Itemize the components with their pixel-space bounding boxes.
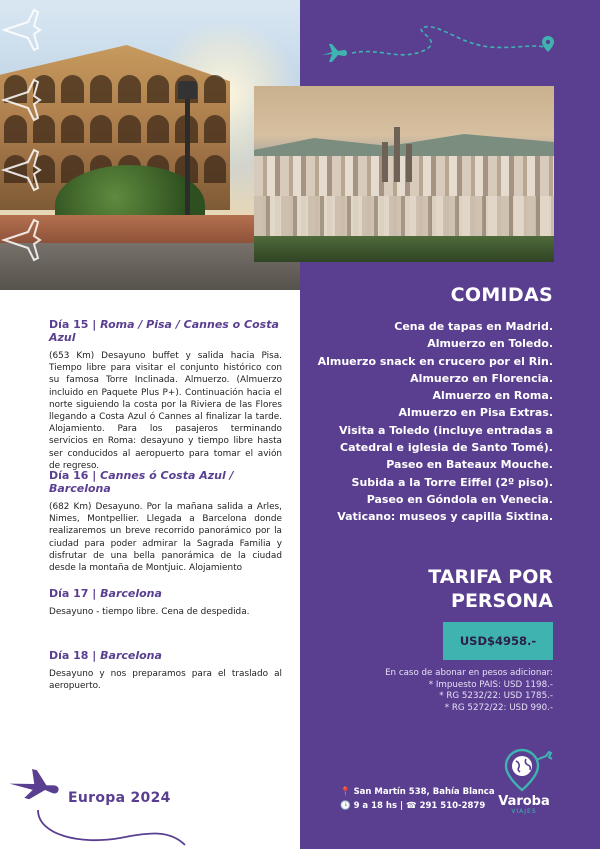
tax-notes [385,668,553,714]
trip-title: Europa 2024 [68,790,171,806]
day-label: Día 15 | [49,318,101,331]
price-box [443,622,553,660]
list-item: Almuerzo en Florencia. [410,371,553,385]
list-item: Catedral e iglesia de Santo Tomé). [340,441,553,455]
day-label: Día 18 | [49,649,101,662]
day-heading [49,318,282,344]
tax-intro: En caso de abonar en pesos adicionar: [385,668,553,678]
plane-icon [322,44,347,62]
plane-icon [7,764,62,806]
clock-icon: 🕒 [340,800,351,811]
tax-line: * RG 5232/22: USD 1785.- [439,691,553,701]
day-text: (682 Km) Desayuno. Por la mañana salida a Arles, Nimes, Montpellier. Llegada a Barcelona donde realizaremos un breve recorrido panorámico por la ciudad para poder admirar la Sagrada Familia y disfrutar de una bella panorámica de la ciudad desde la montaña de Montjuic. Alojamiento [49,502,282,574]
barcelona-photo [254,86,554,262]
day-place: Roma / Pisa / Cannes o Costa Azul [49,318,279,344]
pin-icon: 📍 [340,787,351,797]
day-15-section [49,318,282,472]
list-item: Almuerzo en Roma. [432,389,553,403]
address-line [340,786,495,800]
day-label: Día 16 | [49,469,101,482]
brand-sub: VIAJES [511,808,537,815]
tarifa-title [428,565,553,613]
day-text: Desayuno y nos preparamos para el traslado al aeropuerto. [49,669,282,692]
day-text: (653 Km) Desayuno buffet y salida hacia Pisa. Tiempo libre para visitar el conjunto histórico con su famosa Torre Inclinada. Almuerzo. (Almuerzo incluido en Paquete Plus P+). Continuación hacia el norte siguiendo la costa por la Riviera de las Flores llegando a Costa Azul ó Cannes al finalizar la tarde. Alojamiento. Para los pasajeros terminando servicios en Roma: desayuno y tiempo libre hasta ser conducidos al aeropuerto para tomar el avión de regreso. [49,351,282,471]
comidas-list [293,318,553,526]
contact-info [340,786,495,813]
day-17-section [49,587,282,618]
globe-pin-icon [494,746,554,792]
list-item: Paseo en Góndola en Venecia. [366,492,553,506]
list-item: Vaticano: museos y capilla Sixtina. [337,510,553,524]
tax-line: * Impuesto PAIS: USD 1198.- [428,679,553,690]
day-place: Barcelona [100,649,162,662]
plane-outline-icon [0,0,42,290]
address: San Martín 538, Bahía Blanca [353,787,495,797]
list-item: Almuerzo en Pisa Extras. [398,406,553,420]
comidas-title: COMIDAS [450,284,553,306]
cathedral-spire [406,144,412,182]
tarifa-title-line1: TARIFA POR [428,566,553,588]
day-heading [49,469,282,495]
foreground-trees [254,236,554,262]
list-item: Paseo en Bateaux Mouche. [386,458,553,472]
location-pin-icon [542,36,554,52]
cathedral-spire [382,142,388,182]
tarifa-title-line2: PERSONA [451,590,553,612]
day-18-section [49,649,282,692]
brand-name: Varoba [498,794,550,809]
day-heading [49,649,282,662]
plane-pattern [0,0,42,290]
list-item: Subida a la Torre Eiffel (2º piso). [351,475,553,489]
hours-phone: 9 a 18 hs | ☎ 291 510-2879 [353,800,486,811]
price-value: USD$4958.- [459,634,537,648]
day-text: Desayuno - tiempo libre. Cena de despedida. [49,607,250,617]
hours-line [340,800,495,814]
list-item: Cena de tapas en Madrid. [394,320,553,333]
street-lamp [185,85,190,235]
day-16-section [49,469,282,574]
tax-line: * RG 5272/22: USD 990.- [444,702,553,713]
flight-route-decoration [320,22,560,72]
list-item: Visita a Toledo (incluye entradas a [339,423,553,437]
day-place: Barcelona [100,587,162,600]
list-item: Almuerzo en Toledo. [427,337,553,351]
day-label: Día 17 | [49,587,101,600]
day-heading [49,587,282,600]
varoba-logo [494,746,554,815]
cathedral-spire [394,127,400,182]
day-place: Cannes ó Costa Azul / Barcelona [49,469,234,495]
list-item: Almuerzo snack en crucero por el Rin. [317,354,553,368]
